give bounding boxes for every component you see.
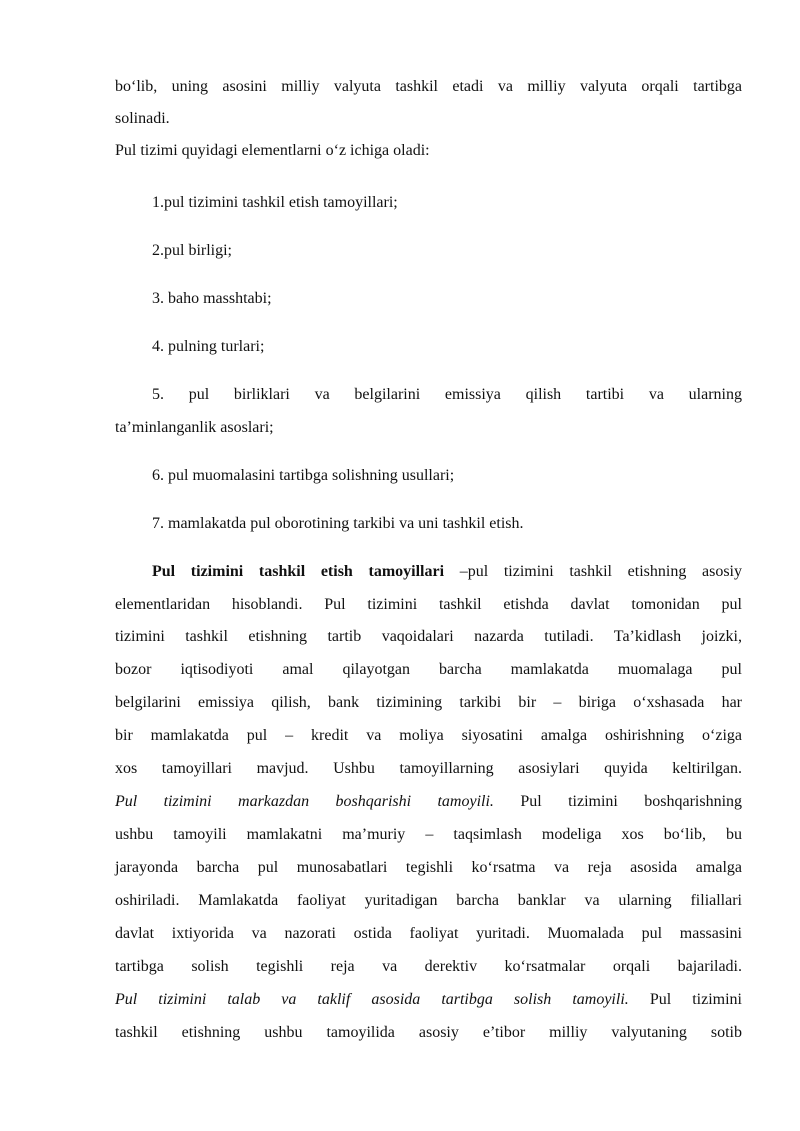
paragraph-line: oshiriladi. Mamlakatda faoliyat yuritadigan barcha banklar va ularning filiallari xyxy=(115,892,742,909)
italic-heading: Pul tizimini markazdan boshqarishi tamoyili. xyxy=(115,793,494,810)
paragraph-line: davlat ixtiyorida va nazorati ostida faoliyat yuritadi. Muomalada pul massasini xyxy=(115,925,742,942)
paragraph-line xyxy=(115,990,742,1010)
paragraph-line: xos tamoyillari mavjud. Ushbu tamoyillarning asosiylari quyida keltirilgan. xyxy=(115,760,742,777)
list-item: 3. baho masshtabi; xyxy=(152,290,272,307)
paragraph-line: tashkil etishning ushbu tamoyilida asosiy e’tibor milliy valyutaning sotib xyxy=(115,1024,742,1041)
paragraph-line xyxy=(115,792,742,812)
list-item: 2.pul birligi; xyxy=(152,242,232,259)
paragraph-line: tartibga solish tegishli reja va derektiv ko‘rsatmalar orqali bajariladi. xyxy=(115,958,742,975)
paragraph-line: belgilarini emissiya qilish, bank tizimining tarkibi bir – biriga o‘xshasada har xyxy=(115,694,742,711)
paragraph-line: jarayonda barcha pul munosabatlari tegishli ko‘rsatma va reja asosida amalga xyxy=(115,859,742,876)
paragraph-line: ushbu tamoyili mamlakatni ma’muriy – taqsimlash modeliga xos bo‘lib, bu xyxy=(115,826,742,843)
list-item-continuation: ta’minlanganlik asoslari; xyxy=(115,419,274,436)
intro-line: Pul tizimi quyidagi elementlarni o‘z ichiga oladi: xyxy=(115,142,430,159)
paragraph-line: bo‘lib, uning asosini milliy valyuta tashkil etadi va milliy valyuta orqali tartibga xyxy=(115,78,742,95)
paragraph-text: –pul tizimini tashkil etishning asosiy xyxy=(444,563,743,580)
paragraph-line: bozor iqtisodiyoti amal qilayotgan barcha mamlakatda muomalaga pul xyxy=(115,661,742,678)
paragraph-line: solinadi. xyxy=(115,110,170,127)
list-item: 4. pulning turlari; xyxy=(152,338,265,355)
list-item: 5. pul birliklari va belgilarini emissiya qilish tartibi va ularning xyxy=(152,386,742,403)
paragraph-line: tizimini tashkil etishning tartib vaqoidalari nazarda tutiladi. Ta’kidlash joizki, xyxy=(115,628,742,645)
list-item: 1.pul tizimini tashkil etish tamoyillari; xyxy=(152,194,398,211)
paragraph-text: Pul tizimini boshqarishning xyxy=(493,793,743,810)
list-item: 6. pul muomalasini tartibga solishning usullari; xyxy=(152,467,455,484)
paragraph-line: elementlaridan hisoblandi. Pul tizimini tashkil etishda davlat tomonidan pul xyxy=(115,596,742,613)
paragraph-line: bir mamlakatda pul – kredit va moliya siyosatini amalga oshirishning o‘ziga xyxy=(115,727,742,744)
paragraph-line xyxy=(152,562,742,582)
list-item: 7. mamlakatda pul oborotining tarkibi va uni tashkil etish. xyxy=(152,515,524,532)
bold-heading: Pul tizimini tashkil etish tamoyillari xyxy=(152,563,445,580)
paragraph-text: Pul tizimini xyxy=(628,991,743,1008)
italic-heading: Pul tizimini talab va taklif asosida tartibga solish tamoyili. xyxy=(115,991,629,1008)
